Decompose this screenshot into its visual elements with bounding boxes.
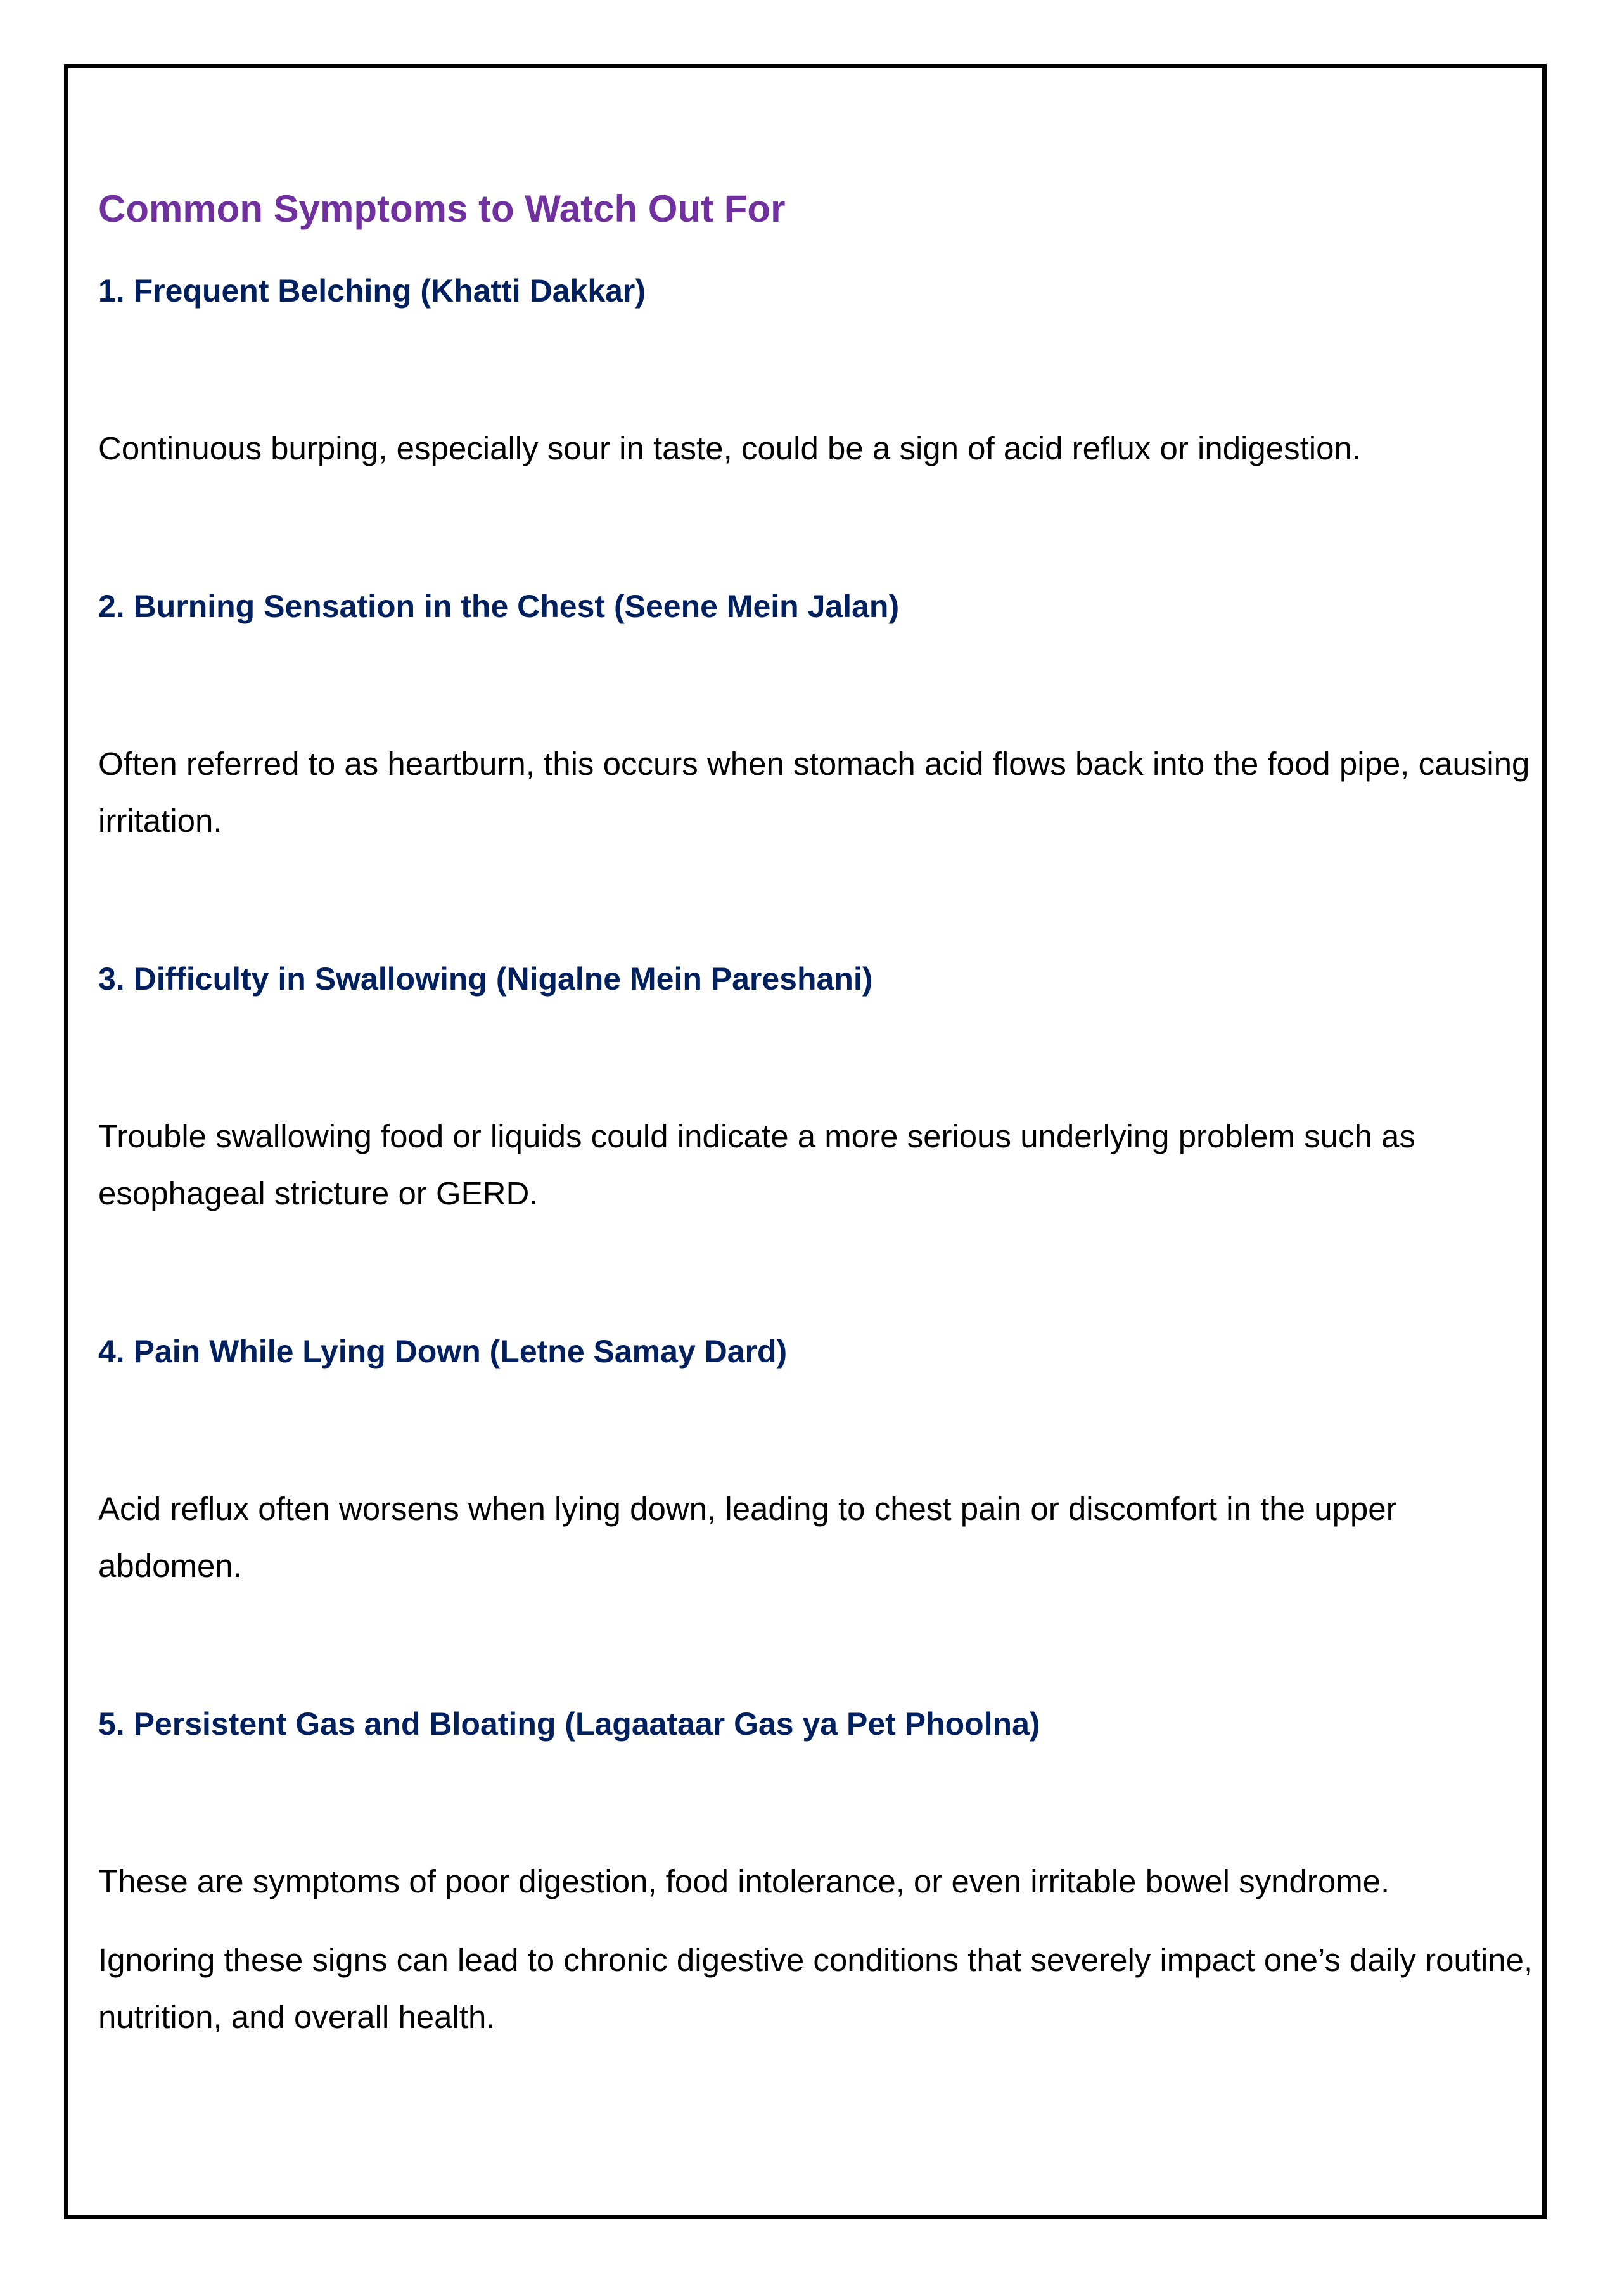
symptom-text-5: These are symptoms of poor digestion, food intolerance, or even irritable bowel syndrome. <box>98 1863 1390 1899</box>
symptom-text-4: Acid reflux often worsens when lying down, leading to chest pain or discomfort in the upper abdomen. <box>98 1491 1397 1584</box>
symptom-text-1: Continuous burping, especially sour in taste, could be a sign of acid reflux or indigestion. <box>98 430 1362 466</box>
symptom-heading-5: 5. Persistent Gas and Bloating (Lagaataar Gas ya Pet Phoolna) <box>98 1706 1040 1742</box>
document-content <box>98 181 1536 2046</box>
symptom-heading-3: 3. Difficulty in Swallowing (Nigalne Mein Pareshani) <box>98 961 873 997</box>
symptom-text-3: Trouble swallowing food or liquids could indicate a more serious underlying problem such as esophageal stricture or GERD. <box>98 1118 1415 1211</box>
section-title: Common Symptoms to Watch Out For <box>98 188 786 230</box>
symptom-heading-4: 4. Pain While Lying Down (Letne Samay Dard) <box>98 1334 788 1369</box>
symptom-heading-1: 1. Frequent Belching (Khatti Dakkar) <box>98 273 646 309</box>
symptom-text-2: Often referred to as heartburn, this occurs when stomach acid flows back into the food pipe, causing irritation. <box>98 746 1530 839</box>
closing-paragraph: Ignoring these signs can lead to chronic digestive conditions that severely impact one’s daily routine, nutrition, and overall health. <box>98 1942 1533 2035</box>
symptom-heading-2: 2. Burning Sensation in the Chest (Seene Mein Jalan) <box>98 589 900 624</box>
